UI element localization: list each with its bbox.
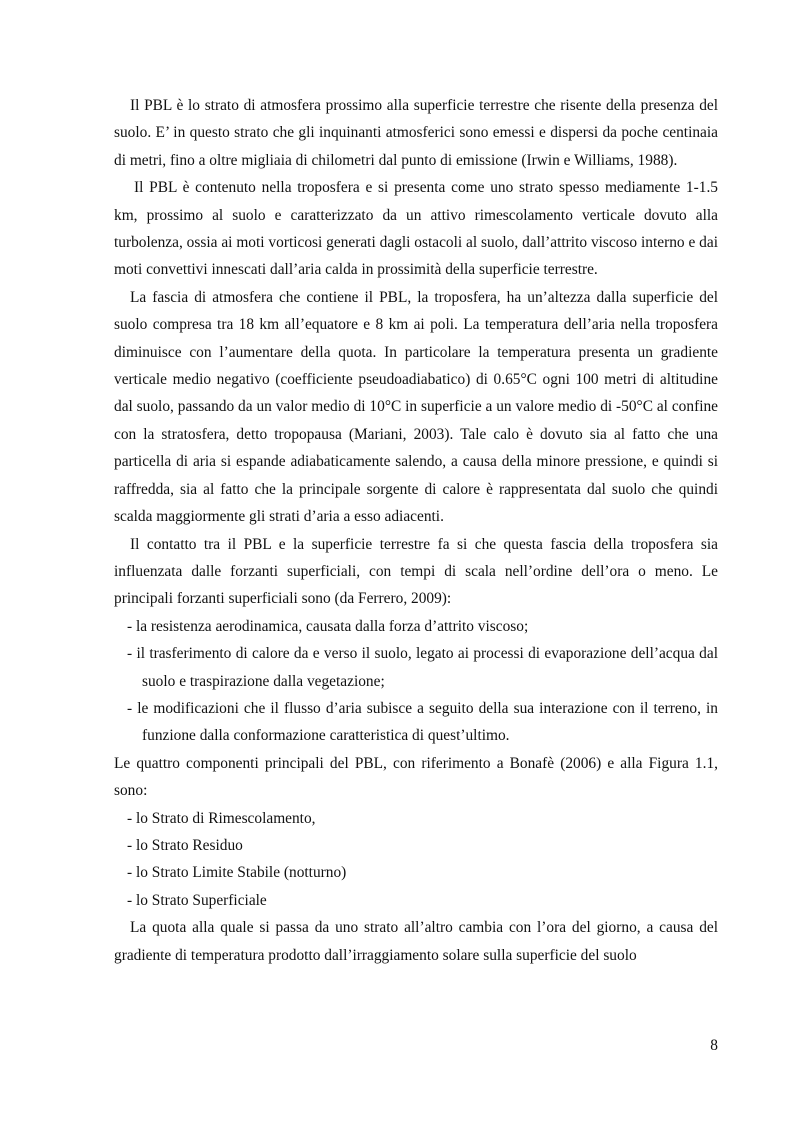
paragraph-surface-forcings: Il contatto tra il PBL e la superficie terrestre fa si che questa fascia della troposfera sia influenzata dalle forzanti superficiali, con tempi di scala nell’ordine dell’ora o meno. Le principali forzanti superficiali sono (da Ferrero, 2009): (114, 535, 718, 608)
page-number: 8 (710, 1037, 718, 1054)
list-item: - il trasferimento di calore da e verso il suolo, legato ai processi di evaporazione dell’acqua dal suolo e traspirazione dalla vegetazione; (127, 645, 718, 690)
paragraph-pbl-definition: Il PBL è lo strato di atmosfera prossimo alla superficie terrestre che risente della presenza del suolo. E’ in questo strato che gli inquinanti atmosferici sono emessi e dispersi da poche centinaia di metri, fino a oltre migliaia di chilometri dal punto di emissione (Irwin e Williams, 1988). (114, 97, 718, 169)
paragraph-closing: La quota alla quale si passa da uno strato all’altro cambia con l’ora del giorno, a causa del gradiente di temperatura prodotto dall’irraggiamento solare sulla superficie del suolo (114, 919, 718, 964)
list-item: - la resistenza aerodinamica, causata dalla forza d’attrito viscoso; (127, 617, 529, 635)
paragraph-pbl-troposphere: Il PBL è contenuto nella troposfera e si presenta come uno strato spesso mediamente 1-1.5 km, prossimo al suolo e caratterizzato da un attivo rimescolamento verticale dovuto alla turbolenza, ossia ai moti vorticosi generati dagli ostacoli al suolo, dall’attrito viscoso interno e dai moti convettivi innescati dall’aria calda in prossimità della superficie terrestre. (114, 179, 718, 279)
paragraph-troposphere-temperature: La fascia di atmosfera che contiene il PBL, la troposfera, ha un’altezza dalla superficie del suolo compresa tra 18 km all’equatore e 8 km ai poli. La temperatura dell’aria nella troposfera diminuisce con l’aumentare della quota. In particolare la temperatura presenta un gradiente verticale medio negativo (coefficiente pseudoadiabatico) di 0.65°C ogni 100 metri di altitudine dal suolo, passando da un valor medio di 10°C in superficie a un valore medio di -50°C al confine con la stratosfera, detto tropopausa (Mariani, 2003). Tale calo è dovuto sia al fatto che una particella di aria si espande adiabaticamente salendo, a causa della minore pressione, e quindi si raffredda, sia al fatto che la principale sorgente di calore è rappresentata dal suolo che quindi scalda maggiormente gli strati d’aria a esso adiacenti. (114, 288, 718, 526)
forcings-list (114, 613, 718, 750)
list-item: - lo Strato Superficiale (127, 891, 267, 909)
list-item: - le modificazioni che il flusso d’aria subisce a seguito della sua interazione con il terreno, in funzione dalla conformazione caratteristica di quest’ultimo. (127, 699, 718, 745)
document-body (114, 92, 718, 969)
list-item: - lo Strato Limite Stabile (notturno) (127, 864, 347, 882)
list-item: - lo Strato Residuo (127, 836, 243, 854)
list-item: - lo Strato di Rimescolamento, (127, 809, 316, 827)
paragraph-components-intro: Le quattro componenti principali del PBL, con riferimento a Bonafè (2006) e alla Figura 1.1, sono: (114, 754, 718, 800)
components-list (114, 805, 718, 915)
